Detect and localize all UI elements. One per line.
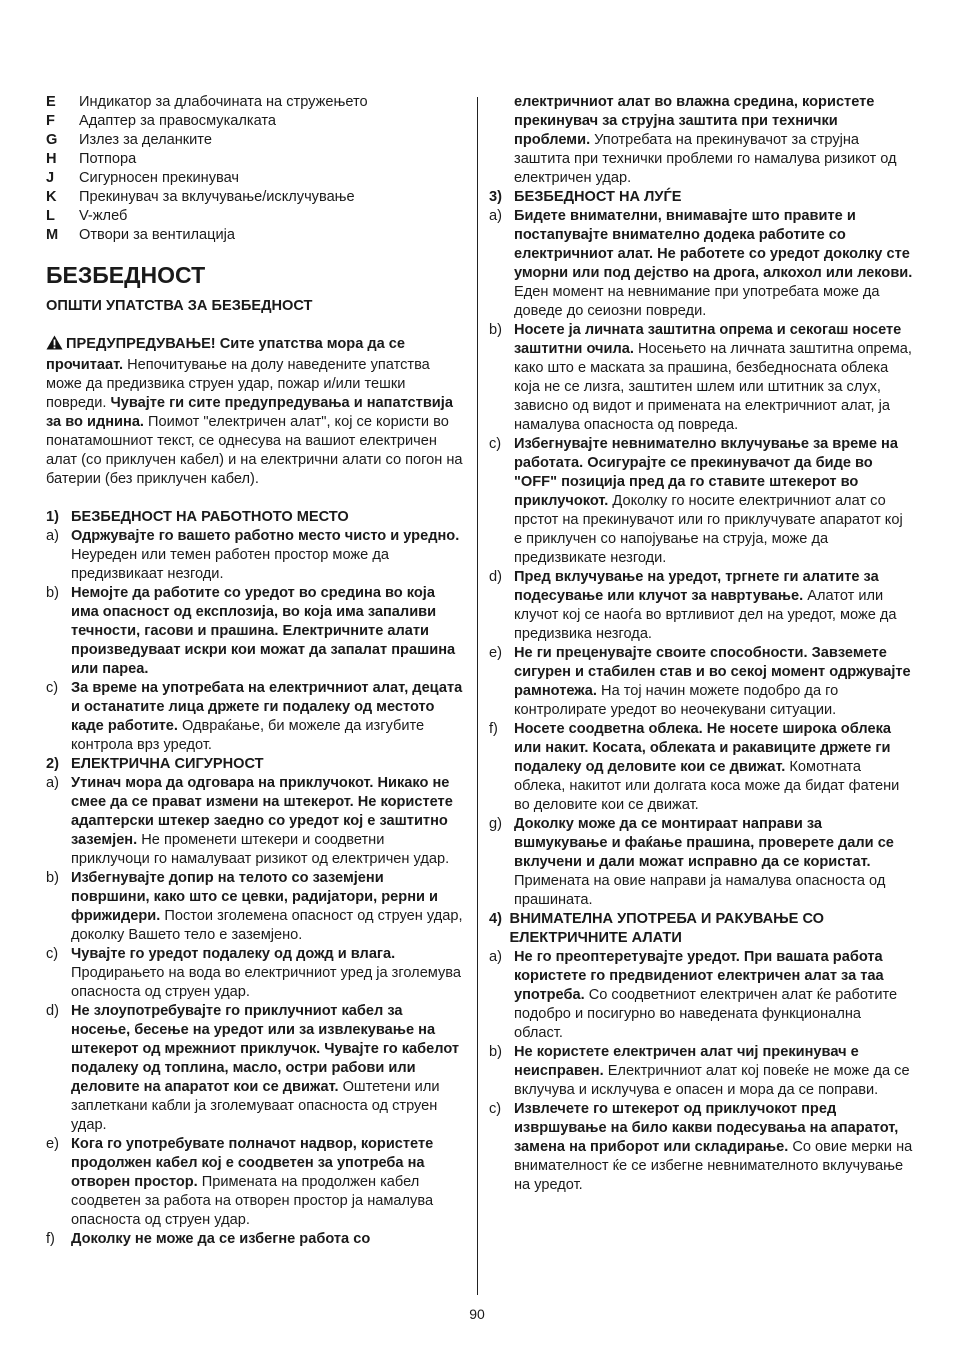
item-label: e): [46, 1136, 59, 1152]
legend-text: V-жлеб: [79, 208, 128, 224]
section-number: 4): [489, 911, 502, 927]
section-number: 1): [46, 509, 59, 525]
legend-key: M: [46, 227, 59, 243]
legend-text: Адаптер за правосмукалката: [79, 113, 277, 129]
legend-key: K: [46, 189, 57, 205]
section-item: [489, 568, 913, 644]
legend-key: E: [46, 94, 56, 110]
item-label: a): [489, 208, 502, 224]
left-column: [46, 93, 464, 1249]
legend-row: [46, 150, 464, 169]
legend-text: Излез за деланките: [79, 132, 212, 148]
item-label: b): [46, 870, 59, 886]
item-label: f): [489, 721, 498, 737]
legend-key: G: [46, 132, 58, 148]
item-text: Доколку може да се монтираат направи за вшмукување и фаќање прашина, проверете дали се вклучени и дали можат исправно да се користат. Примената на овие направи ја намалува опасноста од прашината.: [514, 816, 894, 908]
section-number: 2): [46, 756, 59, 772]
item-text: Немојте да работите со уредот во средина во која има опасност од експлозија, во која има запаливи течности, гасови и прашина. Електричните алати произведуваат искри кои можат да запалат прашина или пареа.: [71, 585, 456, 677]
item-text: Избегнувајте невнимателно вклучување за време на работата. Осигурајте се прекинувачот да биде во "OFF" позиција пред да го ставите штекерот во приклучокот. Доколку го носите електричниот алат со прстот на прекинувачот или го приклучувате апаратот кој е приклучен со напојување на струја, може да предизвикате незгоди.: [514, 436, 903, 566]
section-item: [46, 945, 464, 1002]
section-item: [489, 815, 913, 910]
legend-text: Отвори за вентилација: [79, 227, 236, 243]
section-electrical-safety: [46, 755, 464, 1249]
legend-text: Индикатор за длабочината на стружењето: [79, 94, 368, 110]
item-label: g): [489, 816, 502, 832]
section-item: [46, 679, 464, 755]
page-title: БЕЗБЕДНОСТ: [46, 262, 206, 288]
section-title: БЕЗБЕДНОСТ НА РАБОТНОТО МЕСТО: [71, 509, 349, 525]
item-label: d): [46, 1003, 59, 1019]
item-label: a): [46, 775, 59, 791]
item-label: a): [489, 949, 502, 965]
item-text: Не користете електричен алат чиј прекинувач е неисправен. Електричниот алат кој повеќе не може да се вклучува и исклучува е опасен и мора да се поправи.: [514, 1044, 910, 1098]
section-heading: [489, 910, 913, 948]
item-label: c): [489, 1101, 502, 1117]
section-heading: [46, 508, 464, 527]
section-item: [489, 1043, 913, 1100]
legend-row: [46, 131, 464, 150]
section-item: [46, 1135, 464, 1230]
section-title: БЕЗБЕДНОСТ НА ЛУЃЕ: [514, 189, 682, 205]
item-text: Извлечете го штекерот од приклучокот пред извршување на било какви подесувања на апаратот, замена на приборот или складирање. Со овие мерки на внимателност ќе се избегне невнимателното вклучување на уредот.: [514, 1101, 913, 1193]
section-item: [46, 774, 464, 869]
item-text: Не го преоптеретувајте уредот. При вашата работа користете го предвидениот електричен алат за таа употреба. Со соодветниот електричен алат ќе работите подобро и посигурно во наведената функционална област.: [514, 949, 898, 1041]
section-item: [489, 321, 913, 435]
legend-row: [46, 112, 464, 131]
item-text: Доколку не може да се избегне работа со: [71, 1231, 371, 1247]
section-item: [489, 207, 913, 321]
section-number: 3): [489, 189, 502, 205]
item-text: Утинач мора да одговара на приклучокот. Никако не смее да се прават измени на штекерот. Не користете адаптерски штекер заедно со уредот кој е заштитно заземјен. Не променети штекери и соодветни приклучоци го намалуваат ризикот од електричен удар.: [71, 775, 453, 867]
column-divider: [477, 97, 478, 1295]
item-text: Пред вклучување на уредот, тргнете ги алатите за подесување или клучот за навртување. Алатот или клучот кој се наоѓа во вртливиот дел на уредот, може да предизвика незгода.: [514, 569, 897, 642]
section-item: [489, 720, 913, 815]
item-label: b): [489, 1044, 502, 1060]
item-label: c): [46, 946, 59, 962]
section-item: [46, 527, 464, 584]
item-text: Бидете внимателни, внимавајте што правите и постапувајте внимателно додека работите со електричниот алат. Не работете со уредот доколку сте уморни или под дејство на дрога, алкохол или лекови. Еден момент на невнимание при употребата може да доведе до сеиозни повреди.: [514, 208, 913, 319]
section-item: [489, 644, 913, 720]
warning-triangle-icon: [46, 335, 63, 356]
item-label: e): [489, 645, 502, 661]
warning-paragraph: ПРЕДУПРЕДУВАЊЕ! Сите упатства мора да се прочитаат. Непочитување на долу наведените упатства може да предизвика струен удар, пожар и/или тешки повреди. Чувајте ги сите предупредувања и напатствија за во иднина. Поимот "електричен алат", кој се користи во понатамошниот текст, се однесува на вашиот електричен алат (со приклучен кабел) и на електрични алати со погон на батерии (без приклучен кабел).: [46, 336, 463, 487]
item-label: b): [46, 585, 59, 601]
item-label: a): [46, 528, 59, 544]
item-label: f): [46, 1231, 55, 1247]
legend-list: [46, 93, 464, 245]
section-subtitle: ОПШТИ УПАТСТВА ЗА БЕЗБЕДНОСТ: [46, 298, 313, 314]
item-text: Носете ја личната заштитна опрема и секогаш носете заштитни очила. Носењето на личната заштитна опрема, како што е маската за прашина, безбедносната облека која не се лизга, заштитен шлем или штитник за слух, зависно од видот и примената на електричниот алат, ја намалува опасноста од повреда.: [514, 322, 912, 433]
section-item: [489, 1100, 913, 1195]
item-text: Избегнувајте допир на телото со заземјени површини, како што се цевки, радијатори, рерни и фрижидери. Постои зголемена опасност од струен удар, доколку Вашето тело е заземјено.: [71, 870, 463, 943]
section-item: [489, 435, 913, 568]
item-text: Не злоупотребувајте го приклучниот кабел за носење, бесење на уредот или за извлекување на штекерот од мрежниот приклучок. Чувајте го кабелот подалеку од топлина, масло, остри рабови или деловите на апаратот кои се движат. Оштетени или заплеткани кабли ја зголемуваат опасноста од струен удар.: [71, 1003, 460, 1133]
item-text: Носете соодветна облека. Не носете широка облека или накит. Косата, облеката и ракавиците држете ги подалеку од деловите кои се движат. Комотната облека, накитот или долгата коса може да бидат фатени во деловите кои се движат.: [514, 721, 900, 813]
section-item: [46, 1002, 464, 1135]
legend-row: [46, 188, 464, 207]
item-label: b): [489, 322, 502, 338]
legend-row: [46, 169, 464, 188]
section-item-continuation: електричниот алат во влажна средина, користете прекинувач за струјна заштита при технички проблеми. Употребата на прекинувачот за струјна заштита при технички проблеми го намалува ризикот од електричен удар.: [514, 94, 897, 186]
item-text: Не ги преценувајте своите способности. Завземете сигурен и стабилен став и во секој момент одржувајте рамнотежа. На тој начин можете подобро да го контролирате уредот во неочекувани ситуации.: [514, 645, 911, 718]
legend-key: H: [46, 151, 57, 167]
legend-row: [46, 207, 464, 226]
legend-row: [46, 93, 464, 112]
item-text: Чувајте го уредот подалеку од дожд и влага. Продирањето на вода во електричниот уред ја зголемува опасноста од струен удар.: [71, 946, 462, 1000]
legend-key: F: [46, 113, 55, 129]
legend-text: Сигурносен прекинувач: [79, 170, 239, 186]
section-item: [46, 869, 464, 945]
section-tool-use-and-care: [489, 910, 913, 1195]
page-number: 90: [469, 1306, 485, 1322]
section-item: [489, 948, 913, 1043]
legend-key: J: [46, 170, 55, 186]
section-work-area-safety: [46, 508, 464, 755]
section-title: ЕЛЕКТРИЧНА СИГУРНОСТ: [71, 756, 264, 772]
item-label: d): [489, 569, 502, 585]
item-label: c): [46, 680, 59, 696]
section-item: [46, 584, 464, 679]
legend-text: Прекинувач за вклучување/исклучување: [79, 189, 355, 205]
section-heading: [46, 755, 464, 774]
legend-row: [46, 226, 464, 245]
legend-text: Потпора: [79, 151, 137, 167]
section-heading: [489, 188, 913, 207]
section-title: ВНИМАТЕЛНА УПОТРЕБА И РАКУВАЊЕ СО ЕЛЕКТРИЧНИТЕ АЛАТИ: [509, 911, 824, 946]
section-item: [46, 1230, 464, 1249]
section-personal-safety: [489, 188, 913, 910]
item-text: Кога го употребувате полначот надвор, користете продолжен кабел кој е соодветен за употреба на отворен простор. Примената на продолжен кабел соодветен за работа на отворен простор ја намалува опасноста од струен удар.: [71, 1136, 434, 1228]
right-column: [489, 93, 913, 1195]
item-text: За време на употребата на електричниот алат, децата и останатите лица држете ги подалеку од местото каде работите. Одвраќање, би можеле да изгубите контрола врз уредот.: [71, 680, 463, 753]
item-text: Одржувајте го вашето работно место чисто и уредно. Неуреден или темен работен простор може да предизвикаат незгоди.: [71, 528, 460, 582]
item-label: c): [489, 436, 502, 452]
legend-key: L: [46, 208, 55, 224]
